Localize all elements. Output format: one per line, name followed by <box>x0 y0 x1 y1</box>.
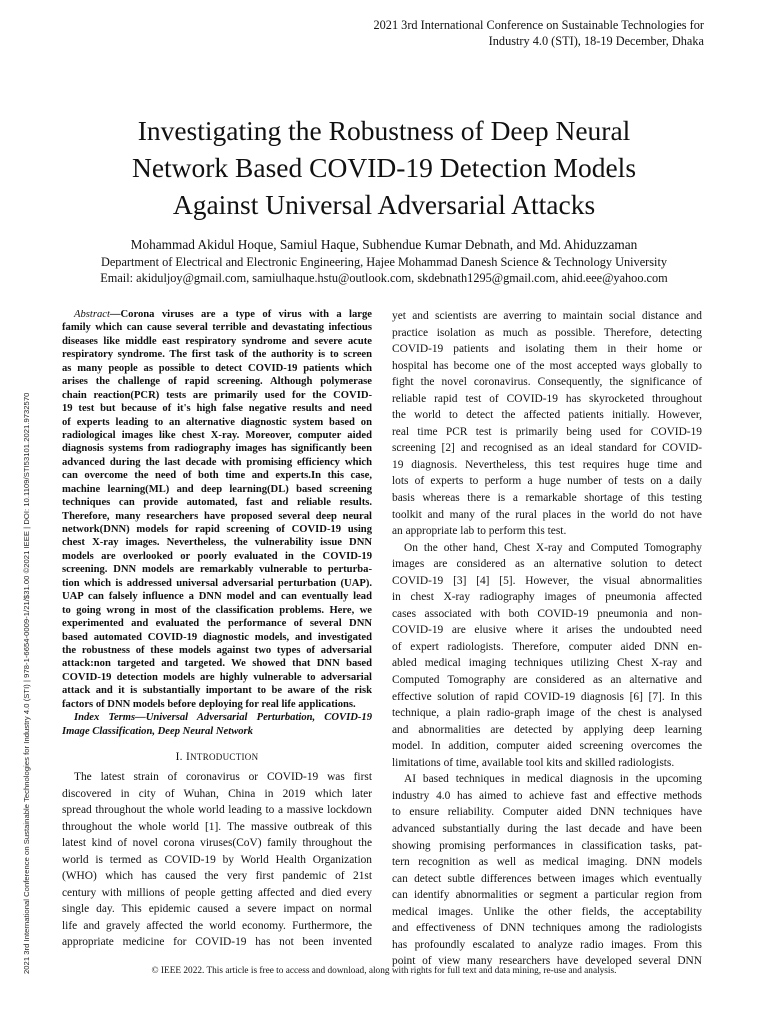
body-text-line: (WHO) which has caused the very first pandemic of 21st <box>62 870 372 883</box>
body-text-line: discovered in city of Wuhan, China in 2019 which later <box>62 787 372 800</box>
body-text-line: throughout the whole world [1]. The massive outbreak of this <box>62 820 372 833</box>
doi-side-strip <box>22 234 34 974</box>
body-text-line: lots of experts to perform a huge number of tests on a daily <box>392 475 702 488</box>
body-text-line: The latest strain of coronavirus or COVID-19 was first <box>74 771 372 783</box>
index-terms-line-1 <box>62 711 372 724</box>
abstract-dash: — <box>109 309 121 320</box>
conference-header-line-1: 2021 3rd International Conference on Sustainable Technologies for <box>373 18 704 32</box>
body-text-line: medical images. Unlike the other fields, the acceptability <box>392 905 702 918</box>
body-text-line: COVID-19 patients and isolating them in their home or <box>392 343 702 356</box>
abstract-line: attack and it is substantially important to be aware of the risk <box>62 685 372 697</box>
copyright-footer: © IEEE 2022. This article is free to access and download, along with rights for full text and data mining, re-use and analysis. <box>151 966 617 976</box>
body-text-line: reliable rapid test of COVID-19 has skyrocketed throughout <box>392 392 702 405</box>
body-text-line: has profoundly escalated to analyze radio images. From this <box>392 938 702 951</box>
body-text-line: point of view many researchers have developed several DNN <box>392 955 702 968</box>
abstract-line: screening. DNN models are remarkably vulnerable to perturba- <box>62 564 372 576</box>
abstract-line: radiological images like chest X-ray. Moreover, computer aided <box>62 429 372 441</box>
body-text-line: single day. This epidemic caused a severe impact on normal <box>62 903 372 916</box>
body-text-line: model. In addition, computer aided screening overcomes the <box>392 740 702 753</box>
abstract-line: chest X-ray images. Nevertheless, the vulnerability issue DNN <box>62 537 372 549</box>
body-text-line: abled medical imaging techniques utilizing Chest X-ray and <box>392 657 702 670</box>
body-text-line: an appropriate lab to perform this test. <box>392 525 567 538</box>
introduction-body <box>62 769 372 951</box>
body-text-line: the world to detect the affected patients initially. However, <box>392 409 702 422</box>
body-text-line: showing promising performances in classification tasks, pat- <box>392 839 702 852</box>
body-text-line: real time PCR test is primarily being used for COVID-19 <box>392 425 702 438</box>
abstract-line: diagnosis systems from radiography images has significantly been <box>62 443 372 455</box>
body-text-line: life and gravely affected the world economy. Furthermore, the <box>62 919 372 932</box>
body-text-line: effective solution of rapid COVID-19 diagnosis [6] [7]. In this <box>392 690 702 703</box>
abstract-first-line <box>62 308 372 321</box>
body-text-line: advanced substantially during the last decade and have been <box>392 822 702 835</box>
section-title-rest: NTRODUCTION <box>190 752 259 762</box>
body-text-line: practice isolation as much as possible. Therefore, detecting <box>392 326 702 339</box>
abstract-line: of experts leading to an alternative diagnostic system based on <box>62 416 372 428</box>
doi-side-strip-text: 2021 3rd International Conference on Sustainable Technologies for Industry 4.0 (STI) | 978-1-6654-0009-1/21/$31.00 ©2021 IEEE | DOI: 10.1109/STI53101.2021.9732570 <box>22 392 31 974</box>
body-text-line: COVID-19 are elusive where it arises the undoubted need <box>392 624 702 637</box>
abstract-line: techniques can provide automated, fast and reliable results. <box>62 497 372 509</box>
body-text-line: yet and scientists are averring to maintain social distance and <box>392 310 702 322</box>
abstract-line: the robustness of these models against two types of adversarial <box>62 644 372 656</box>
author-list: Mohammad Akidul Hoque, Samiul Haque, Subhendue Kumar Debnath, and Md. Ahiduzzaman <box>130 237 638 252</box>
abstract-line: respiratory syndrome. The first task of the authority is to screen <box>62 349 372 361</box>
body-text-line: screening [2] and recognised as an ideal standard for COVID- <box>392 442 702 455</box>
index-terms-line-2 <box>62 725 372 738</box>
body-text-line: basis whereas there is a remarkable shortage of this testing <box>392 492 702 505</box>
section-title-initial: I <box>186 751 191 763</box>
body-text-line: 19 diagnosis. Nevertheless, this test requires huge time and <box>392 458 702 471</box>
abstract-line: to going wrong in most of the classification problems. Here, we <box>62 604 372 616</box>
right-column <box>392 308 702 970</box>
abstract-line: family which can cause several terrible and devastating infectious <box>62 322 372 334</box>
left-column <box>62 308 372 951</box>
abstract <box>62 308 372 738</box>
body-text-line: industry 4.0 has aimed to achieve fast and effective methods <box>392 789 702 802</box>
body-text-line: cases associated with both COVID-19 pneumonia and non- <box>392 607 702 620</box>
index-terms-label: Index Terms <box>74 712 136 724</box>
body-text-line: and abnormalities are detected by applying deep learning <box>392 723 702 736</box>
body-text-line: to ensure reliability. Computer aided DNN techniques have <box>392 806 702 819</box>
index-terms-text-2: Image Classification, Deep Neural Network <box>62 725 253 737</box>
abstract-line: advanced during the last decade with promising efficiency which <box>62 456 372 468</box>
body-text-line: COVID-19 [3] [4] [5]. However, the visual abnormalities <box>392 574 702 587</box>
body-text-line: can identify abnormalities or segment a particular region from <box>392 889 702 902</box>
abstract-line: Therefore, many researchers have proposed several deep neural <box>62 510 372 522</box>
index-terms-text: —Universal Adversarial Perturbation, COVID-19 <box>135 712 372 724</box>
body-text-line: tern recognition as well as medical imaging. DNN models <box>392 856 702 869</box>
conference-header <box>374 17 705 49</box>
affiliation-line: Department of Electrical and Electronic Engineering, Hajee Mohammad Danesh Science & Technology University <box>100 255 668 269</box>
body-text-line: technique, a plain radio-graph image of the chest is analysed <box>392 707 702 720</box>
abstract-line: chain reaction(PCR) tests are primarily used for the COVID- <box>62 389 372 401</box>
body-text-line: AI based techniques in medical diagnosis in the upcoming <box>404 773 702 786</box>
paper-title <box>64 112 704 223</box>
body-text-line: and effectiveness of DNN techniques among the radiologists <box>392 922 702 935</box>
abstract-line: 19 test but because of it's high false negative results and need <box>62 403 372 415</box>
body-text-line: spread throughout the whole world leading to a massive lockdown <box>62 804 372 817</box>
body-text-line: limitations of time, available tool kits and skilled radiologists. <box>392 756 675 769</box>
body-text-line: Computed Tomography are considered as an alternative and <box>392 674 702 687</box>
body-text-line: images are considered as an alternative solution to detect <box>392 558 702 571</box>
body-text-line: of expert radiologists. Therefore, computer aided DNN en- <box>392 640 702 653</box>
abstract-line: arises the challenge of rapid screening. Although polymerase <box>62 376 372 388</box>
body-text-line: On the other hand, Chest X-ray and Computed Tomography <box>404 541 702 554</box>
abstract-line: experimented and evaluated the performance of several DNN <box>62 618 372 630</box>
body-text-line: hospital has become one of the most accepted ways globally to <box>392 359 702 372</box>
abstract-label: Abstract <box>74 309 110 320</box>
conference-header-line-2: Industry 4.0 (STI), 18-19 December, Dhaka <box>488 34 704 48</box>
right-column-body <box>392 308 702 970</box>
body-text-line: latest kind of novel corona viruses(CoV) family throughout the <box>62 837 372 850</box>
abstract-line: UAP can falsely influence a DNN model and can eventually lead <box>62 591 372 603</box>
affiliation-block <box>64 254 704 286</box>
abstract-line: based automated COVID-19 diagnostic models, and investigated <box>62 631 372 643</box>
body-text-line: in chest X-ray radiography images of pneumonia affected <box>392 591 702 604</box>
body-text-line: can detect subtle differences between images which eventually <box>392 872 702 885</box>
body-text-line: toolkit and many of the rural places in the world do not have <box>392 508 702 521</box>
body-text-line: world is termed as COVID-19 by World Health Organization <box>62 853 372 866</box>
abstract-line: can overcome the need of both time and experts.In this case, <box>62 470 372 482</box>
email-line: Email: akiduljoy@gmail.com, samiulhaque.hstu@outlook.com, skdebnath1295@gmail.com, ahid.eee@yahoo.com <box>100 271 668 285</box>
paper-title-line-1: Investigating the Robustness of Deep Neural <box>137 115 631 146</box>
body-text-line: appropriate medicine for COVID-19 has not been invented <box>62 936 372 949</box>
abstract-line: models are overlooked or poorly evaluated in the COVID-19 <box>62 550 372 562</box>
abstract-line: network(DNN) models for rapid screening of COVID-19 using <box>62 524 372 535</box>
section-heading-introduction <box>62 748 372 766</box>
abstract-line: attack:non targeted and targeted. We showed that DNN based <box>62 658 372 670</box>
abstract-line: diseases like middle east respiratory syndrome and severe acute <box>62 335 372 347</box>
abstract-first-line-text: Corona viruses are a type of virus with a large <box>120 309 372 320</box>
abstract-line: COVID-19 detection models are highly vulnerable to adversarial <box>62 671 372 683</box>
body-text-line: fight the novel coronavirus. Consequently, the significance of <box>392 376 702 389</box>
section-number: I. <box>175 751 183 763</box>
abstract-line: tion which is addressed universal adversarial perturbation (UAP). <box>62 577 372 589</box>
abstract-line: as many people as possible to detect COVID-19 patients which <box>62 362 372 374</box>
abstract-line: factors of DNN models before deploying for real life applications. <box>62 698 356 710</box>
abstract-body <box>62 321 372 711</box>
paper-title-line-3: Against Universal Adversarial Attacks <box>172 189 596 220</box>
body-text-line: century with millions of people getting affected and died every <box>62 886 372 899</box>
abstract-line: machine learning(ML) and deep learning(DL) based screening <box>62 483 372 495</box>
paper-title-line-2: Network Based COVID-19 Detection Models <box>131 152 637 183</box>
